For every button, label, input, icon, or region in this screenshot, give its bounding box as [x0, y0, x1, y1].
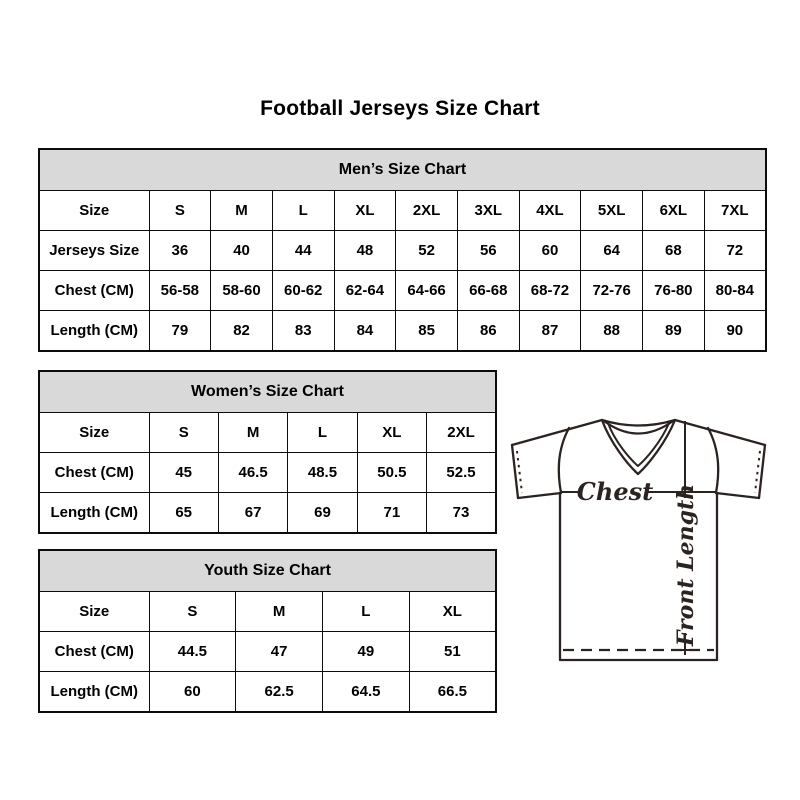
table-cell: 73 [427, 493, 496, 534]
table-cell: 90 [704, 311, 766, 352]
table-cell: 60 [149, 672, 236, 713]
table-row [39, 231, 766, 271]
row-header: Length (CM) [39, 672, 149, 713]
table-cell: 82 [211, 311, 273, 352]
table-cell: 51 [409, 632, 496, 672]
table-cell: 56-58 [149, 271, 211, 311]
table-cell: 67 [218, 493, 287, 534]
chest-label: Chest [576, 477, 654, 506]
row-header: Jerseys Size [39, 231, 149, 271]
table-cell: 44 [272, 231, 334, 271]
table-cell: 66.5 [409, 672, 496, 713]
table-row [39, 413, 496, 453]
table-cell: XL [409, 592, 496, 632]
table-cell: 79 [149, 311, 211, 352]
row-header: Chest (CM) [39, 453, 149, 493]
table-cell: 85 [396, 311, 458, 352]
table-cell: 80-84 [704, 271, 766, 311]
table-cell: 68 [643, 231, 705, 271]
table-cell: S [149, 191, 211, 231]
womens-size-table [38, 370, 497, 534]
table-header-row [39, 149, 766, 191]
table-cell: 40 [211, 231, 273, 271]
table-cell: 2XL [427, 413, 496, 453]
table-row [39, 592, 496, 632]
table-row [39, 493, 496, 534]
table-cell: S [149, 592, 236, 632]
jersey-diagram [497, 394, 785, 686]
table-cell: 84 [334, 311, 396, 352]
mens-size-table [38, 148, 767, 352]
table-cell: L [288, 413, 357, 453]
table-cell: 60 [519, 231, 581, 271]
row-header: Length (CM) [39, 311, 149, 352]
table-title: Women’s Size Chart [39, 371, 496, 413]
table-cell: 52 [396, 231, 458, 271]
table-cell: 72 [704, 231, 766, 271]
table-cell: 64-66 [396, 271, 458, 311]
table-cell: 72-76 [581, 271, 643, 311]
youth-size-table [38, 549, 497, 713]
table-cell: 66-68 [457, 271, 519, 311]
table-cell: 83 [272, 311, 334, 352]
table-cell: 47 [236, 632, 323, 672]
row-header: Size [39, 592, 149, 632]
table-title: Youth Size Chart [39, 550, 496, 592]
page-title: Football Jerseys Size Chart [260, 97, 540, 120]
table-row [39, 453, 496, 493]
table-cell: L [272, 191, 334, 231]
table-cell: 69 [288, 493, 357, 534]
table-cell: 88 [581, 311, 643, 352]
table-cell: 36 [149, 231, 211, 271]
table-cell: 76-80 [643, 271, 705, 311]
table-cell: 62.5 [236, 672, 323, 713]
table-cell: M [211, 191, 273, 231]
table-cell: 62-64 [334, 271, 396, 311]
table-cell: 64 [581, 231, 643, 271]
table-cell: 60-62 [272, 271, 334, 311]
table-cell: 45 [149, 453, 218, 493]
table-cell: 7XL [704, 191, 766, 231]
row-header: Length (CM) [39, 493, 149, 534]
table-cell: 56 [457, 231, 519, 271]
table-cell: XL [334, 191, 396, 231]
table-row [39, 632, 496, 672]
table-cell: 89 [643, 311, 705, 352]
table-row [39, 311, 766, 352]
table-title: Men’s Size Chart [39, 149, 766, 191]
front-length-label: Front Length [673, 483, 699, 647]
table-cell: 52.5 [427, 453, 496, 493]
table-cell: 49 [323, 632, 410, 672]
table-cell: 6XL [643, 191, 705, 231]
table-header-row [39, 550, 496, 592]
row-header: Chest (CM) [39, 632, 149, 672]
table-row [39, 672, 496, 713]
table-cell: 71 [357, 493, 426, 534]
table-cell: 65 [149, 493, 218, 534]
table-cell: 68-72 [519, 271, 581, 311]
row-header: Size [39, 413, 149, 453]
table-cell: 44.5 [149, 632, 236, 672]
table-cell: S [149, 413, 218, 453]
row-header: Chest (CM) [39, 271, 149, 311]
table-header-row [39, 371, 496, 413]
table-cell: 64.5 [323, 672, 410, 713]
table-cell: M [236, 592, 323, 632]
table-cell: 87 [519, 311, 581, 352]
table-cell: 48 [334, 231, 396, 271]
table-cell: XL [357, 413, 426, 453]
table-row [39, 191, 766, 231]
table-cell: 3XL [457, 191, 519, 231]
table-cell: M [218, 413, 287, 453]
jersey-outline-icon [512, 420, 765, 660]
table-cell: 50.5 [357, 453, 426, 493]
table-cell: 48.5 [288, 453, 357, 493]
table-cell: 46.5 [218, 453, 287, 493]
table-cell: 86 [457, 311, 519, 352]
table-row [39, 271, 766, 311]
row-header: Size [39, 191, 149, 231]
table-cell: 4XL [519, 191, 581, 231]
table-cell: 5XL [581, 191, 643, 231]
table-cell: 58-60 [211, 271, 273, 311]
table-cell: L [323, 592, 410, 632]
table-cell: 2XL [396, 191, 458, 231]
